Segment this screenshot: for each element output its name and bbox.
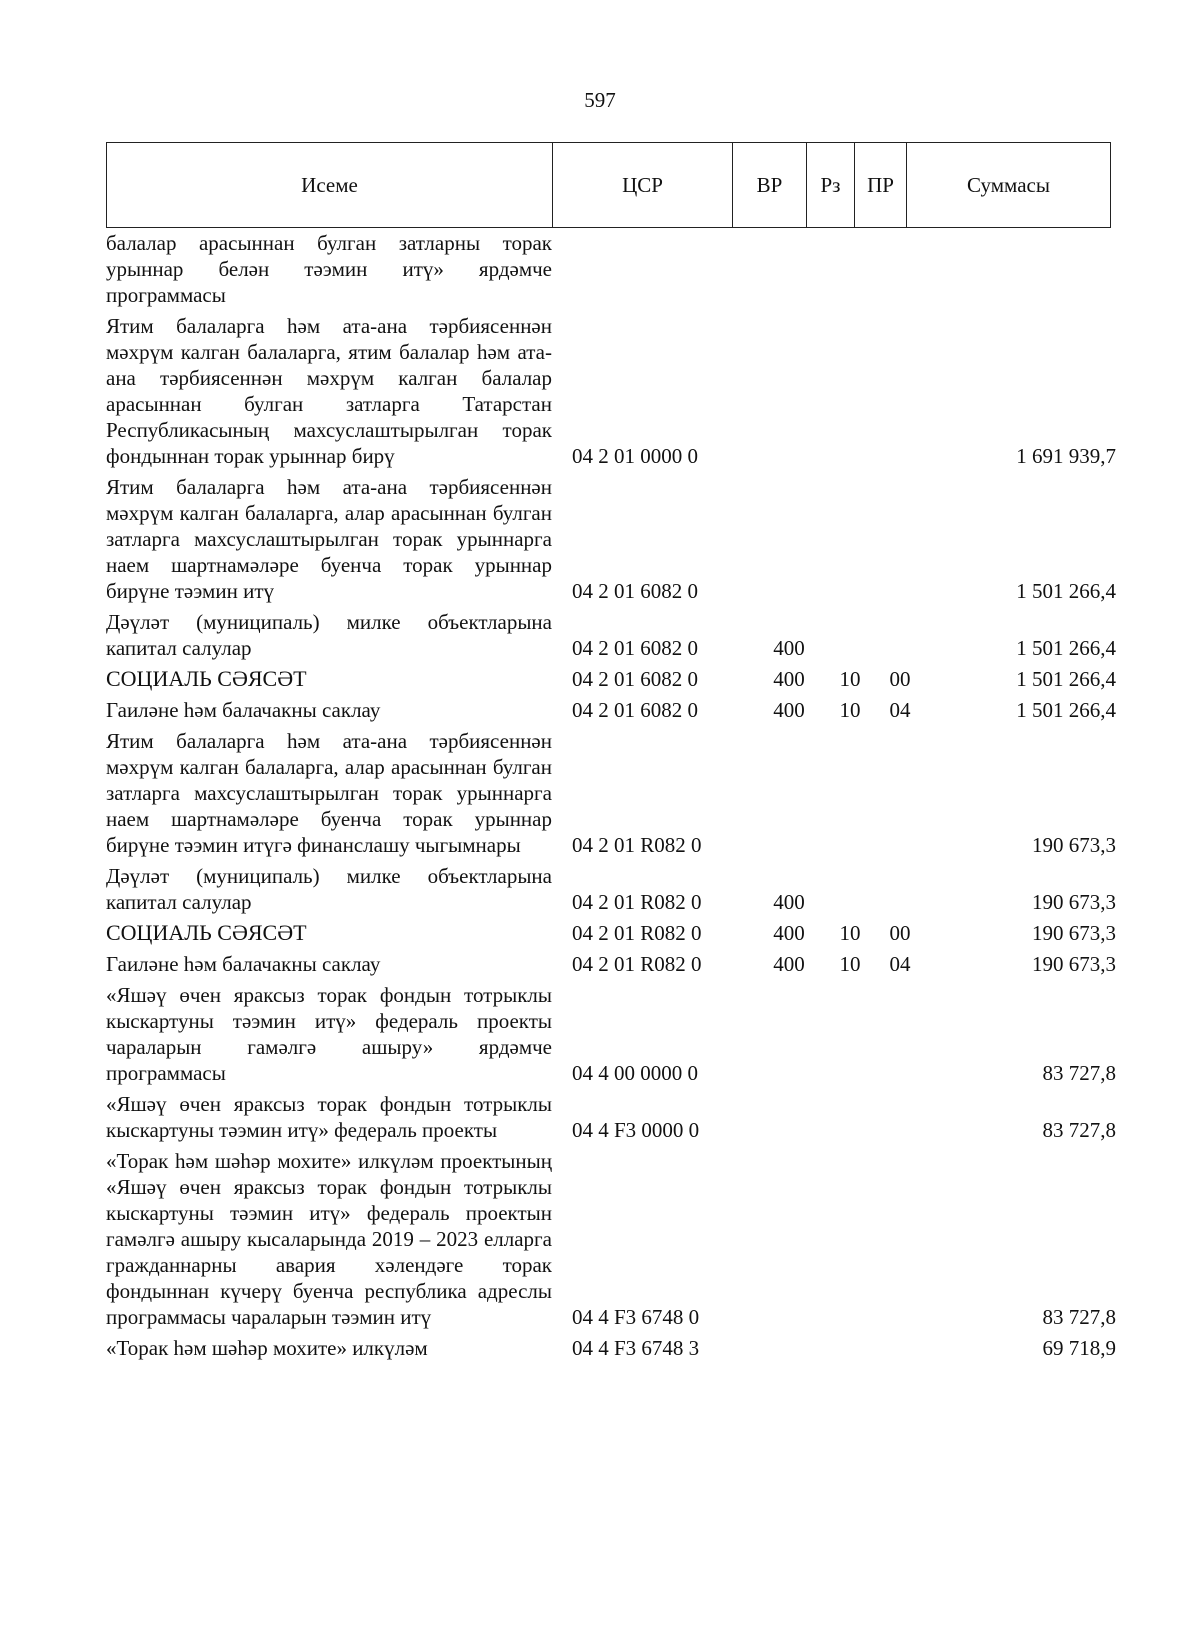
row-name: Дәүләт (муниципаль) милке объектларына капитал салулар [106, 610, 552, 660]
row-name: балалар арасыннан булган затларны торак урыннар белән тәэмин итү» ярдәмче программасы [106, 231, 552, 307]
row-vr: 400 [773, 667, 805, 691]
row-csr: 04 2 01 6082 0 [572, 698, 698, 722]
table-row [106, 1148, 1116, 1330]
page-number: 597 [584, 88, 616, 112]
row-csr: 04 2 01 R082 0 [572, 833, 702, 857]
row-name: Дәүләт (муниципаль) милке объектларына капитал салулар [106, 864, 552, 914]
table-row [106, 982, 1116, 1086]
row-sum: 1 501 266,4 [1016, 636, 1116, 660]
row-sum: 190 673,3 [1032, 890, 1116, 914]
row-sum: 190 673,3 [1032, 833, 1116, 857]
row-sum: 1 501 266,4 [1016, 579, 1116, 603]
table-header [106, 142, 1111, 228]
row-sum: 69 718,9 [1042, 1336, 1116, 1360]
row-rz: 10 [839, 667, 861, 691]
row-csr: 04 2 01 R082 0 [572, 952, 702, 976]
row-vr: 400 [773, 952, 805, 976]
table-row [106, 951, 1116, 977]
header-rz: Рз [807, 143, 855, 228]
row-sum: 190 673,3 [1032, 952, 1116, 976]
row-name: «Яшәү өчен яраксыз торак фондын тотрыклы кыскартуны тәэмин итү» федераль проекты чараларын гамәлгә ашыру» ярдәмче программасы [106, 983, 552, 1085]
table-row [106, 666, 1116, 692]
row-name: Ятим балаларга һәм ата-ана тәрбиясеннән мәхрүм калган балаларга, ятим балалар һәм ата-ана тәрбиясеннән мәхрүм калган балалар арасыннан булган затларга Татарстан Республикасының махсуслаштырылган торак фондыннан торак урыннар бирү [106, 314, 552, 468]
row-sum: 190 673,3 [1032, 921, 1116, 945]
row-sum: 83 727,8 [1042, 1118, 1116, 1142]
row-name: «Яшәү өчен яраксыз торак фондын тотрыклы кыскартуны тәэмин итү» федераль проекты [106, 1092, 552, 1142]
table-row [106, 1091, 1116, 1143]
row-name: СОЦИАЛЬ СӘЯСӘТ [106, 920, 307, 945]
row-vr: 400 [773, 636, 805, 660]
row-name: Гаиләне һәм балачакны саклау [106, 952, 381, 976]
row-name: Гаиләне һәм балачакны саклау [106, 698, 381, 722]
row-name: Ятим балаларга һәм ата-ана тәрбиясеннән мәхрүм калган балаларга, алар арасыннан булган затларга махсуслаштырылган торак урыннарга наем шартнамәләре буенча торак урыннар бирүне тәэмин итүгә финанслашу чыгымнары [106, 729, 552, 857]
row-sum: 1 501 266,4 [1016, 667, 1116, 691]
row-pr: 04 [889, 698, 911, 722]
row-rz: 10 [839, 698, 861, 722]
row-pr: 00 [889, 921, 911, 945]
table-row [106, 863, 1116, 915]
row-pr: 04 [889, 952, 911, 976]
row-csr: 04 2 01 0000 0 [572, 444, 698, 468]
table-row [106, 230, 1110, 308]
row-vr: 400 [773, 890, 805, 914]
row-csr: 04 2 01 6082 0 [572, 667, 698, 691]
row-sum: 1 501 266,4 [1016, 698, 1116, 722]
row-csr: 04 2 01 R082 0 [572, 890, 702, 914]
table-row [106, 697, 1116, 723]
table-body [106, 230, 1116, 1366]
header-vr: ВР [733, 143, 807, 228]
table-row [106, 313, 1116, 469]
row-vr: 400 [773, 698, 805, 722]
row-csr: 04 4 00 0000 0 [572, 1061, 698, 1085]
header-name: Исеме [107, 143, 553, 228]
row-name: «Торак һәм шәһәр мохите» илкүләм [106, 1336, 428, 1360]
row-csr: 04 4 F3 6748 0 [572, 1305, 700, 1329]
table-row [106, 474, 1116, 604]
row-csr: 04 4 F3 6748 3 [572, 1336, 700, 1360]
row-csr: 04 4 F3 0000 0 [572, 1118, 700, 1142]
row-sum: 83 727,8 [1042, 1061, 1116, 1085]
table-row [106, 609, 1116, 661]
row-name: СОЦИАЛЬ СӘЯСӘТ [106, 666, 307, 691]
row-name: Ятим балаларга һәм ата-ана тәрбиясеннән мәхрүм калган балаларга, алар арасыннан булган затларга махсуслаштырылган торак урыннарга наем шартнамәләре буенча торак урыннар бирүне тәэмин итү [106, 475, 552, 603]
row-csr: 04 2 01 6082 0 [572, 579, 698, 603]
row-csr: 04 2 01 6082 0 [572, 636, 698, 660]
table-row [106, 920, 1116, 946]
header-sum: Суммасы [907, 143, 1111, 228]
row-sum: 1 691 939,7 [1016, 444, 1116, 468]
table-row [106, 728, 1116, 858]
row-rz: 10 [839, 952, 861, 976]
table-row [106, 1335, 1116, 1361]
row-rz: 10 [839, 921, 861, 945]
row-csr: 04 2 01 R082 0 [572, 921, 702, 945]
row-vr: 400 [773, 921, 805, 945]
header-pr: ПР [855, 143, 907, 228]
header-csr: ЦСР [553, 143, 733, 228]
row-name: «Торак һәм шәһәр мохите» илкүләм проектының «Яшәү өчен яраксыз торак фондын тотрыклы кыскартуны тәэмин итү» федераль проектын гамәлгә ашыру кысаларында 2019 – 2023 елларга гражданнарны авария хәлендәге торак фондыннан күчерү буенча республика адреслы программасы чараларын тәэмин итү [106, 1149, 552, 1329]
row-sum: 83 727,8 [1042, 1305, 1116, 1329]
row-pr: 00 [889, 667, 911, 691]
